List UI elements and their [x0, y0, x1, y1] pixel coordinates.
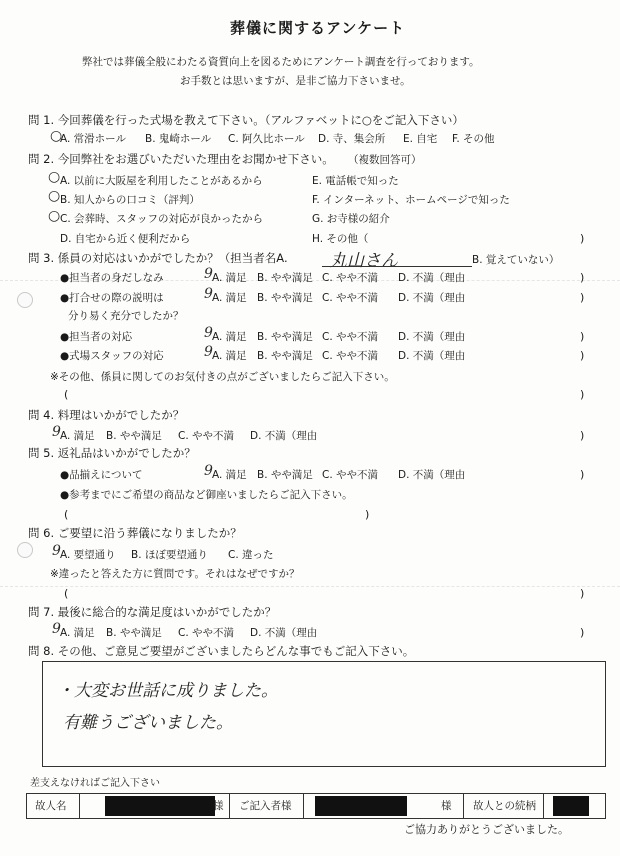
- close-paren: ): [580, 232, 585, 245]
- q3-scale[interactable]: B. やや満足: [257, 272, 313, 284]
- checkmark: 9: [52, 621, 61, 637]
- checkmark: 9: [204, 325, 213, 341]
- q7-scale[interactable]: D. 不満（理由: [250, 627, 318, 639]
- q5-item-label: ●品揃えについて: [60, 469, 143, 481]
- footer-prompt: 差支えなければご記入下さい: [30, 778, 160, 789]
- q5-scale[interactable]: B. やや満足: [257, 469, 313, 481]
- q6-option[interactable]: B. ほぼ要望通り: [131, 549, 208, 561]
- q6-note: ※違ったと答えた方に質問です。それはなぜですか？: [50, 568, 300, 580]
- q5-prompt: 問 5. 返礼品はいかがでしたか？: [28, 446, 196, 460]
- punch-hole: [17, 292, 33, 308]
- underline: [322, 266, 472, 267]
- cell-divider: [463, 794, 464, 818]
- intro-line-2: お手数とは思いますが、是非ご協力下さいませ。: [180, 75, 411, 87]
- q6-option[interactable]: C. 違った: [228, 549, 274, 561]
- q6-option[interactable]: A. 要望通り: [60, 549, 116, 561]
- close-paren: ): [580, 271, 585, 284]
- q3-scale[interactable]: B. やや満足: [257, 292, 313, 304]
- close-paren: ): [365, 508, 370, 521]
- q2-option[interactable]: G. お寺様の紹介: [312, 213, 390, 225]
- punch-hole: [17, 542, 33, 558]
- redacted-relation: [553, 796, 589, 816]
- q3-scale[interactable]: C. やや不満: [322, 331, 379, 343]
- close-paren: ): [580, 626, 585, 639]
- q7-prompt: 問 7. 最後に総合的な満足度はいかがでしたか？: [28, 605, 277, 619]
- q7-scale[interactable]: C. やや不満: [178, 627, 235, 639]
- q3-scale[interactable]: A. 満足: [212, 272, 247, 284]
- q2-option[interactable]: D. 自宅から近く便利だから: [60, 233, 191, 245]
- open-paren: (: [64, 508, 69, 521]
- q6-prompt: 問 6. ご要望に沿う葬儀になりましたか？: [28, 526, 242, 540]
- q1-option[interactable]: B. 鬼崎ホール: [145, 133, 212, 145]
- q3-scale[interactable]: A. 満足: [212, 292, 247, 304]
- relation-label: 故人との続柄: [473, 800, 536, 812]
- page-title: 葬儀に関するアンケート: [230, 19, 406, 37]
- cell-divider: [543, 794, 544, 818]
- q1-option[interactable]: D. 寺、集会所: [318, 133, 386, 145]
- fold-line: [0, 586, 620, 587]
- q1-option[interactable]: F. その他: [452, 133, 495, 145]
- q3-option-b[interactable]: B. 覚えていない）: [472, 254, 560, 266]
- q3-scale[interactable]: D. 不満（理由: [398, 292, 466, 304]
- circle-mark: ○: [48, 169, 61, 185]
- sama-label: 様: [441, 800, 452, 812]
- q3-scale[interactable]: D. 不満（理由: [398, 331, 466, 343]
- writer-label: ご記入者様: [239, 800, 292, 812]
- open-paren: (: [64, 388, 69, 401]
- close-paren: ): [580, 429, 585, 442]
- q2-prompt: 問 2. 今回弊社をお選びいただいた理由をお聞かせ下さい。: [28, 152, 334, 166]
- q4-scale[interactable]: A. 満足: [60, 430, 95, 442]
- close-paren: ): [580, 349, 585, 362]
- q3-scale[interactable]: A. 満足: [212, 331, 247, 343]
- q5-scale[interactable]: A. 満足: [212, 469, 247, 481]
- q2-option[interactable]: E. 電話帳で知った: [312, 175, 399, 187]
- q4-scale[interactable]: C. やや不満: [178, 430, 235, 442]
- q4-prompt: 問 4. 料理はいかがでしたか？: [28, 408, 185, 422]
- close-paren: ): [580, 330, 585, 343]
- q2-option[interactable]: H. その他（: [312, 233, 369, 245]
- deceased-label: 故人名: [35, 800, 67, 812]
- q3-scale[interactable]: C. やや不満: [322, 292, 379, 304]
- close-paren: ): [580, 587, 585, 600]
- q3-item-label: ●打合せの際の説明は: [60, 292, 164, 304]
- comment-handwritten-line2: 有難うございました。: [63, 713, 233, 733]
- circle-mark: ○: [50, 128, 63, 144]
- q3-scale[interactable]: D. 不満（理由: [398, 272, 466, 284]
- q2-option[interactable]: C. 会葬時、スタッフの対応が良かったから: [60, 213, 264, 225]
- q7-scale[interactable]: A. 満足: [60, 627, 95, 639]
- open-paren: (: [64, 587, 69, 600]
- footer-info-row: [26, 793, 606, 819]
- redacted-name: [315, 796, 407, 816]
- close-paren: ): [580, 291, 585, 304]
- sama-label: 様: [213, 800, 224, 812]
- q3-note: ※その他、係員に関してのお気付きの点がございましたらご記入下さい。: [50, 371, 395, 383]
- close-paren: ): [580, 388, 585, 401]
- q3-scale[interactable]: A. 満足: [212, 350, 247, 362]
- cell-divider: [303, 794, 304, 818]
- q1-option[interactable]: C. 阿久比ホール: [228, 133, 305, 145]
- comment-box[interactable]: [42, 661, 606, 767]
- q3-item-label: ●担当者の身だしなみ: [60, 272, 164, 284]
- q2-option[interactable]: B. 知人からの口コミ（評判）: [60, 194, 200, 206]
- circle-mark: ○: [48, 188, 61, 204]
- intro-line-1: 弊社では葬儀全般にわたる資質向上を図るためにアンケート調査を行っております。: [82, 56, 480, 68]
- q3-item-label: ●担当者の対応: [60, 331, 133, 343]
- q1-option[interactable]: A. 常滑ホール: [60, 133, 126, 145]
- q4-scale[interactable]: D. 不満（理由: [250, 430, 318, 442]
- thanks-text: ご協力ありがとうございました。: [404, 823, 569, 836]
- checkmark: 9: [52, 424, 61, 440]
- q2-note: （複数回答可）: [348, 154, 422, 166]
- q8-prompt: 問 8. その他、ご意見ご要望がございましたらどんな事でもご記入下さい。: [28, 644, 415, 658]
- checkmark: 9: [204, 463, 213, 479]
- checkmark: 9: [204, 266, 213, 282]
- circle-mark: ○: [48, 208, 61, 224]
- redacted-name: [105, 796, 215, 816]
- q5-scale[interactable]: C. やや不満: [322, 469, 379, 481]
- q4-scale[interactable]: B. やや満足: [106, 430, 162, 442]
- cell-divider: [229, 794, 230, 818]
- checkmark: 9: [204, 286, 213, 302]
- q7-scale[interactable]: B. やや満足: [106, 627, 162, 639]
- q5-note: ●参考までにご希望の商品など御座いましたらご記入下さい。: [60, 489, 353, 501]
- q3-scale[interactable]: D. 不満（理由: [398, 350, 466, 362]
- q5-scale[interactable]: D. 不満（理由: [398, 469, 466, 481]
- q3-scale[interactable]: C. やや不満: [322, 272, 379, 284]
- q1-prompt: 問 1. 今回葬儀を行った式場を教えて下さい。（アルファベットに○をご記入下さい）: [28, 113, 464, 127]
- q2-option[interactable]: F. インターネット、ホームページで知った: [312, 194, 510, 206]
- close-paren: ): [580, 468, 585, 481]
- q3-scale[interactable]: B. やや満足: [257, 331, 313, 343]
- staff-name-handwritten: 丸山さん: [330, 251, 398, 271]
- q3-item-label: 分り易く充分でしたか？: [68, 310, 184, 322]
- q3-prompt: 問 3. 係員の対応はいかがでしたか？（担当者名A.: [28, 251, 288, 265]
- q3-scale[interactable]: B. やや満足: [257, 350, 313, 362]
- q3-item-label: ●式場スタッフの対応: [60, 350, 164, 362]
- comment-handwritten-line1: ・大変お世話に成りました。: [57, 681, 278, 701]
- q3-scale[interactable]: C. やや不満: [322, 350, 379, 362]
- q1-option[interactable]: E. 自宅: [403, 133, 438, 145]
- checkmark: 9: [204, 344, 213, 360]
- checkmark: 9: [52, 543, 61, 559]
- q2-option[interactable]: A. 以前に大阪屋を利用したことがあるから: [60, 175, 263, 187]
- deceased-label-cell: [27, 794, 80, 818]
